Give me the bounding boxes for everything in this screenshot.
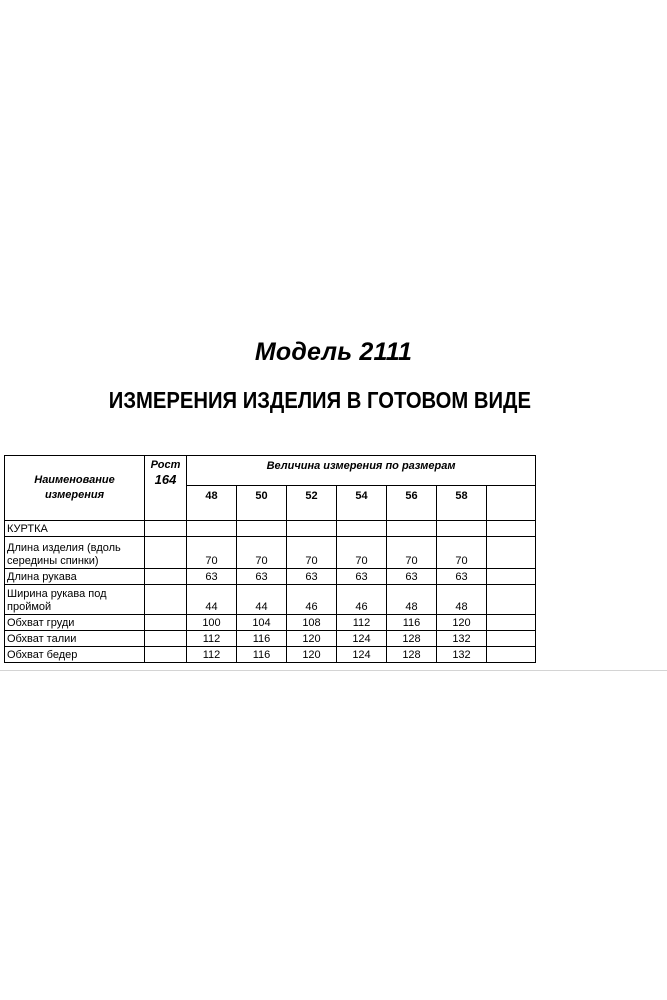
row-name: Обхват талии [5,631,145,647]
header-measure-label: Величина измерения по размерам [187,456,536,486]
header-height-cell [145,456,187,521]
table-cell: 63 [187,569,237,585]
height-cell [145,537,187,569]
table-cell: 46 [287,585,337,615]
table-cell: 63 [337,569,387,585]
size-header: 52 [287,486,337,521]
table-cell [487,647,536,663]
sheet-title: ИЗМЕРЕНИЯ ИЗДЕЛИЯ В ГОТОВОМ ВИДЕ [108,387,531,413]
table-cell: 116 [237,647,287,663]
table-cell [487,537,536,569]
table-cell: 128 [387,647,437,663]
table-cell: 132 [437,647,487,663]
table-row [5,631,536,647]
table-cell: 120 [287,647,337,663]
table-cell [487,569,536,585]
size-header: 58 [437,486,487,521]
table-cell: 48 [387,585,437,615]
table-cell: 70 [287,537,337,569]
size-header: 54 [337,486,387,521]
table-cell: 124 [337,647,387,663]
table-cell: 48 [437,585,487,615]
table-section-row [5,521,536,537]
table-cell: 116 [237,631,287,647]
table-cell: 70 [387,537,437,569]
table-cell: 124 [337,631,387,647]
table-header-row [5,456,536,486]
table-cell: 120 [437,615,487,631]
row-name: Длина изделия (вдоль середины спинки) [5,537,145,569]
table-cell [487,615,536,631]
header-name-column: Наименование измерения [5,456,145,521]
table-cell: 63 [387,569,437,585]
table-cell: 116 [387,615,437,631]
table-row [5,615,536,631]
page-divider [0,670,667,671]
table-cell: 108 [287,615,337,631]
table-cell [145,521,187,537]
table-cell [287,521,337,537]
height-cell [145,569,187,585]
header-height-value: 164 [154,472,177,487]
height-cell [145,631,187,647]
table-cell [387,521,437,537]
row-name: Длина рукава [5,569,145,585]
row-name: Ширина рукава под проймой [5,585,145,615]
table-cell [187,521,237,537]
table-cell: 112 [187,647,237,663]
table-cell: 70 [187,537,237,569]
table-cell: 112 [337,615,387,631]
table-cell: 112 [187,631,237,647]
size-header: 56 [387,486,437,521]
table-cell: 70 [237,537,287,569]
measurements-table [4,455,536,663]
table-cell [487,521,536,537]
header-height-label: Рост [150,459,181,471]
table-cell: 128 [387,631,437,647]
table-cell: 70 [337,537,387,569]
table-row [5,537,536,569]
table-cell: 104 [237,615,287,631]
measurements-table-container [4,455,535,663]
table-cell: 44 [237,585,287,615]
table-cell [237,521,287,537]
section-label: КУРТКА [5,521,145,537]
table-row [5,647,536,663]
table-row [5,585,536,615]
table-cell: 63 [437,569,487,585]
size-header: 50 [237,486,287,521]
table-row [5,569,536,585]
row-name: Обхват груди [5,615,145,631]
table-cell: 100 [187,615,237,631]
height-cell [145,615,187,631]
table-cell: 70 [437,537,487,569]
table-cell: 46 [337,585,387,615]
table-cell [487,631,536,647]
size-header: 48 [187,486,237,521]
table-cell [487,585,536,615]
table-cell: 44 [187,585,237,615]
table-cell [337,521,387,537]
model-title: Модель 2111 [254,338,413,366]
row-name: Обхват бедер [5,647,145,663]
height-cell [145,647,187,663]
table-cell: 120 [287,631,337,647]
height-cell [145,585,187,615]
table-cell: 132 [437,631,487,647]
table-cell [437,521,487,537]
table-cell: 63 [287,569,337,585]
table-cell: 63 [237,569,287,585]
size-header [487,486,536,521]
